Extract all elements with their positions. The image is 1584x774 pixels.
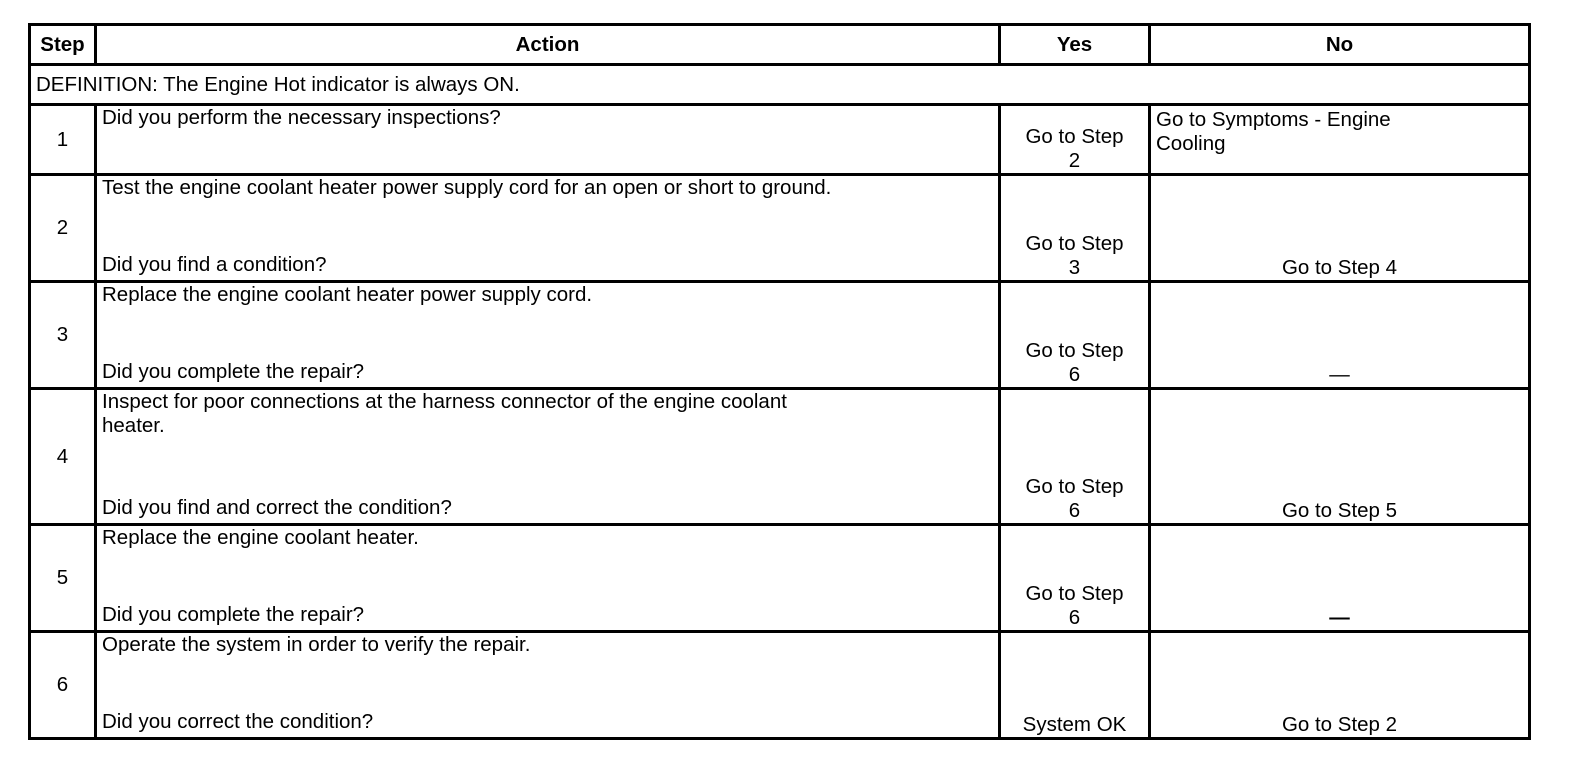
action-question: Did you find and correct the condition? xyxy=(102,496,452,519)
action-question: Did you correct the condition? xyxy=(102,710,374,733)
step-number: 4 xyxy=(30,389,96,525)
yes-step: 6 xyxy=(1068,499,1081,522)
header-step: Step xyxy=(30,25,96,65)
step-number: 3 xyxy=(30,282,96,389)
step-number: 6 xyxy=(30,632,96,739)
action-cell xyxy=(96,632,1000,739)
table-row xyxy=(30,105,1530,175)
yes-cell xyxy=(1000,105,1150,175)
no-text: Go to Symptoms - Engine xyxy=(1156,108,1391,131)
yes-cell xyxy=(1000,282,1150,389)
action-cell xyxy=(96,282,1000,389)
action-text: Replace the engine coolant heater. xyxy=(102,526,419,549)
no-text: Go to Step 2 xyxy=(1281,713,1398,736)
yes-text: System OK xyxy=(1022,713,1127,736)
action-cell xyxy=(96,525,1000,632)
no-cell xyxy=(1150,389,1530,525)
action-text: Operate the system in order to verify the repair. xyxy=(102,633,531,656)
no-cell xyxy=(1150,632,1530,739)
yes-text: Go to Step xyxy=(1025,125,1124,148)
no-text: Go to Step 4 xyxy=(1281,256,1398,279)
action-cell xyxy=(96,175,1000,282)
step-number: 2 xyxy=(30,175,96,282)
action-text: Did you perform the necessary inspections? xyxy=(102,106,501,129)
no-dash: — xyxy=(1329,363,1350,386)
yes-step: 6 xyxy=(1068,363,1081,386)
header-action: Action xyxy=(96,25,1000,65)
yes-text: Go to Step xyxy=(1025,475,1124,498)
no-cell xyxy=(1150,282,1530,389)
yes-cell xyxy=(1000,175,1150,282)
table-row xyxy=(30,175,1530,282)
yes-cell xyxy=(1000,525,1150,632)
yes-text: Go to Step xyxy=(1025,339,1124,362)
table-row xyxy=(30,389,1530,525)
action-cell xyxy=(96,389,1000,525)
action-text-2: heater. xyxy=(102,414,165,437)
step-number: 1 xyxy=(30,105,96,175)
no-text-2: Cooling xyxy=(1156,132,1226,155)
header-row xyxy=(30,25,1530,65)
step-number: 5 xyxy=(30,525,96,632)
no-dash: — xyxy=(1329,606,1350,629)
action-text: Inspect for poor connections at the harness connector of the engine coolant xyxy=(102,390,787,413)
table-row xyxy=(30,525,1530,632)
yes-cell xyxy=(1000,389,1150,525)
action-cell xyxy=(96,105,1000,175)
yes-step: 2 xyxy=(1068,149,1081,172)
table-row xyxy=(30,632,1530,739)
action-question: Did you find a condition? xyxy=(102,253,327,276)
action-text: Replace the engine coolant heater power supply cord. xyxy=(102,283,593,306)
action-question: Did you complete the repair? xyxy=(102,603,365,626)
no-cell xyxy=(1150,525,1530,632)
no-cell xyxy=(1150,175,1530,282)
no-cell xyxy=(1150,105,1530,175)
header-no: No xyxy=(1150,25,1530,65)
table-row xyxy=(30,282,1530,389)
action-question: Did you complete the repair? xyxy=(102,360,365,383)
diagnostic-table xyxy=(28,23,1531,740)
yes-step: 3 xyxy=(1068,256,1081,279)
action-text: Test the engine coolant heater power supply cord for an open or short to ground. xyxy=(102,176,832,199)
header-yes: Yes xyxy=(1000,25,1150,65)
yes-step: 6 xyxy=(1068,606,1081,629)
yes-text: Go to Step xyxy=(1025,582,1124,605)
no-text: Go to Step 5 xyxy=(1281,499,1398,522)
definition-row xyxy=(30,65,1530,105)
definition-text: DEFINITION: The Engine Hot indicator is always ON. xyxy=(30,65,1530,105)
yes-text: Go to Step xyxy=(1025,232,1124,255)
yes-cell xyxy=(1000,632,1150,739)
